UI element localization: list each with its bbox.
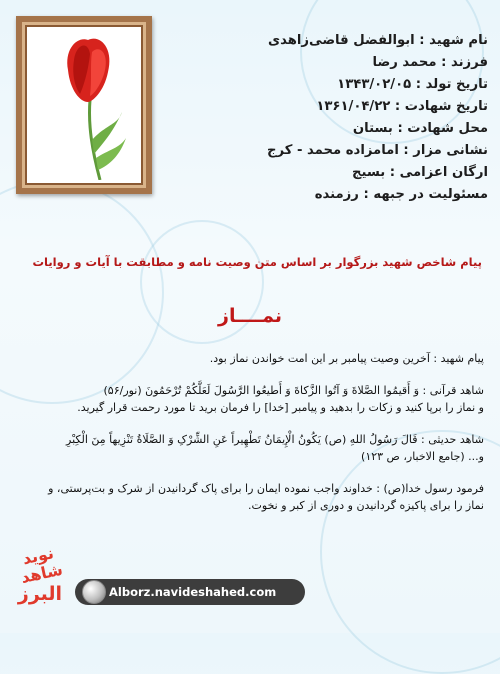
quran-translation: و نماز را برپا کنید و زکات را بدهید و پیامبر [خدا] را فرمان برید تا مورد رحمت قرار گیرید.: [77, 401, 484, 414]
hadith-translation-2: نماز را برای پاکیزه گردانیدن و دوری از کبر و نخوت.: [248, 499, 484, 512]
section-title: نمــــاز: [218, 305, 282, 327]
globe-icon: [82, 580, 106, 604]
website-link[interactable]: Alborz.navideshahed.com: [75, 579, 305, 605]
logo-text-line2: البرز: [17, 583, 63, 605]
portrait-frame: [16, 16, 152, 194]
quran-verse: شاهد قرآنی : وَ أَقیمُوا الصَّلاةَ وَ آتُوا الزَّکاةَ وَ أَطیعُوا الرَّسُولَ لَعَلَّکُمْ تُرْحَمُونَ (نور/۵۶): [103, 383, 484, 397]
hadith-source: و... (جامع الاخبار، ص ۱۲۳): [361, 450, 484, 463]
father-name: فرزند : محمد رضا: [372, 55, 488, 70]
front-role: مسئولیت در جبهه : رزمنده: [314, 187, 488, 202]
navideshahed-logo: [4, 543, 76, 607]
birth-date: تاریخ تولد : ۱۳۴۳/۰۲/۰۵: [337, 77, 488, 92]
logo-text-line1: نوید شاهد: [19, 543, 65, 587]
tulip-icon: [30, 30, 138, 180]
martyr-name: نام شهید : ابوالفضل قاضی‌زاهدی: [268, 33, 488, 48]
martyr-message: پیام شهید : آخرین وصیت پیامبر بر این امت خواندن نماز بود.: [209, 352, 484, 365]
message-body: [18, 350, 484, 515]
martyrdom-place: محل شهادت : بستان: [352, 121, 488, 136]
message-headline: پیام شاخص شهید بزرگوار بر اساس متن وصیت نامه و مطابقت با آیات و روایات: [32, 255, 482, 269]
martyr-info: [178, 30, 488, 206]
burial-place: نشانی مزار : امامزاده محمد - کرج: [267, 143, 488, 158]
martyrdom-date: تاریخ شهادت : ۱۳۶۱/۰۴/۲۲: [316, 99, 488, 114]
dispatch-organization: ارگان اعزامی : بسیج: [351, 165, 488, 180]
hadith-text: شاهد حدیثی : قَالَ رَسُولُ اللهِ (ص) یَکُونُ الْإِیمَانُ تَطْهِیراً عَنِ الشِّرْکِ وَ الصَّلَاةُ تَنْزِیهاً مِنَ الْکِبْرِ: [66, 432, 484, 446]
hadith-translation-1: فرمود رسول خدا(ص) : خداوند واجب نموده ایمان را برای پاک گردانیدن از شرک و بت‌پرستی، و: [48, 481, 484, 495]
